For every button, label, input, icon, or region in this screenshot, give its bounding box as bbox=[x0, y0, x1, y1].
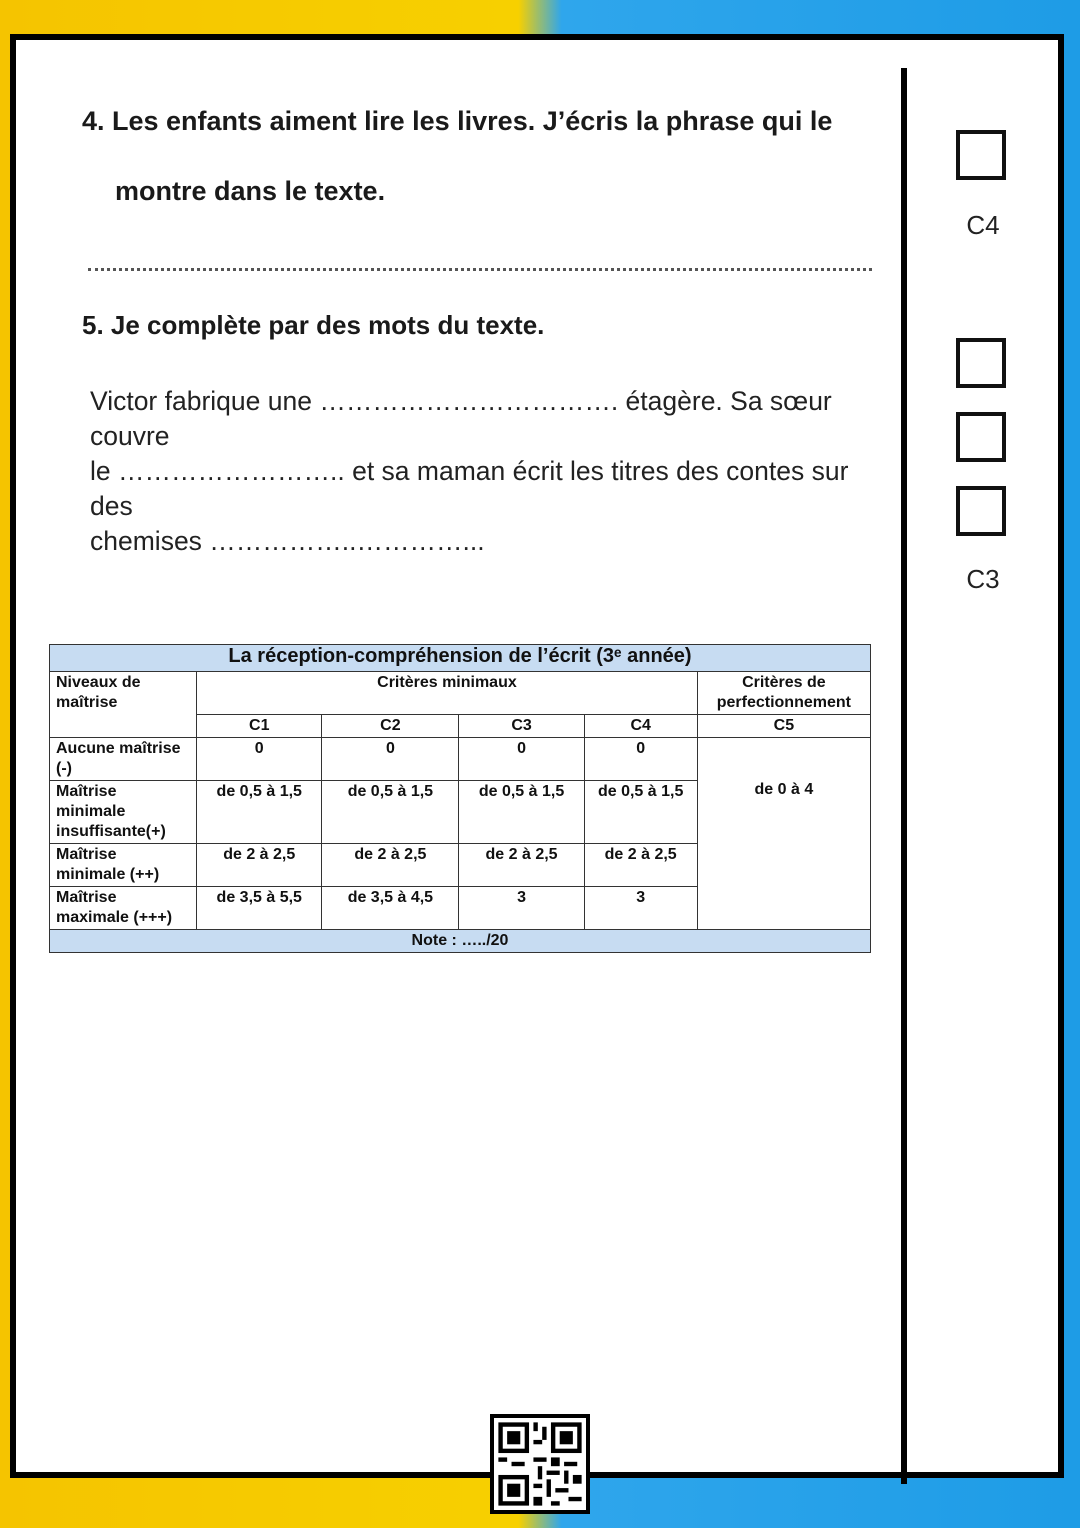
cell: de 2 à 2,5 bbox=[459, 844, 584, 887]
note-score: Note : …../20 bbox=[50, 930, 871, 953]
level-maximal: Maîtrise maximale (+++) bbox=[50, 887, 197, 930]
cell: 3 bbox=[584, 887, 697, 930]
grid-title: La réception-compréhension de l’écrit (3ᵉ année) bbox=[50, 645, 871, 672]
cell: 0 bbox=[197, 738, 322, 781]
column-c4: C4 bbox=[584, 715, 697, 738]
score-box-c3-2[interactable] bbox=[956, 412, 1006, 462]
worksheet-page bbox=[10, 34, 1064, 1478]
answer-line[interactable] bbox=[88, 266, 872, 271]
column-c3: C3 bbox=[459, 715, 584, 738]
cell: de 2 à 2,5 bbox=[322, 844, 459, 887]
cell: 0 bbox=[584, 738, 697, 781]
column-c5: C5 bbox=[697, 715, 870, 738]
cell: de 2 à 2,5 bbox=[197, 844, 322, 887]
cell: de 3,5 à 5,5 bbox=[197, 887, 322, 930]
question-5-paragraph bbox=[90, 384, 880, 559]
score-box-c3-1[interactable] bbox=[956, 338, 1006, 388]
assessment-grid bbox=[49, 644, 871, 953]
levels-header: Niveaux de maîtrise bbox=[50, 672, 197, 738]
minimal-criteria-header: Critères minimaux bbox=[197, 672, 698, 715]
cell: de 2 à 2,5 bbox=[584, 844, 697, 887]
paragraph-line-1: Victor fabrique une ……………………………. étagère. Sa sœur couvre bbox=[90, 386, 832, 451]
cell: de 0,5 à 1,5 bbox=[459, 781, 584, 844]
cell: 3 bbox=[459, 887, 584, 930]
cell: de 0,5 à 1,5 bbox=[584, 781, 697, 844]
question-4-line-2: montre dans le texte. bbox=[115, 176, 386, 206]
score-box-c4[interactable] bbox=[956, 130, 1006, 180]
level-none: Aucune maîtrise (-) bbox=[50, 738, 197, 781]
score-box-c3-3[interactable] bbox=[956, 486, 1006, 536]
question-4-line-1: 4. Les enfants aiment lire les livres. J’écris la phrase qui le bbox=[82, 106, 833, 136]
level-minimal-insufficient: Maîtrise minimale insuffisante(+) bbox=[50, 781, 197, 844]
cell: de 3,5 à 4,5 bbox=[322, 887, 459, 930]
paragraph-line-2: le …………………….. et sa maman écrit les titres des contes sur des bbox=[90, 456, 849, 521]
margin-divider bbox=[901, 68, 907, 1484]
criterion-label-c4: C4 bbox=[966, 210, 1000, 240]
perfection-criteria-header: Critères de perfectionnement bbox=[697, 672, 870, 715]
cell: de 0,5 à 1,5 bbox=[197, 781, 322, 844]
cell: 0 bbox=[322, 738, 459, 781]
cell: 0 bbox=[459, 738, 584, 781]
level-minimal: Maîtrise minimale (++) bbox=[50, 844, 197, 887]
qr-code-icon bbox=[490, 1414, 590, 1514]
criterion-label-c3: C3 bbox=[966, 564, 1000, 594]
question-5-title: 5. Je complète par des mots du texte. bbox=[82, 310, 545, 340]
cell: de 0,5 à 1,5 bbox=[322, 781, 459, 844]
paragraph-line-3: chemises ……………..…………... bbox=[90, 526, 485, 556]
column-c2: C2 bbox=[322, 715, 459, 738]
c5-value: de 0 à 4 bbox=[697, 738, 870, 930]
column-c1: C1 bbox=[197, 715, 322, 738]
